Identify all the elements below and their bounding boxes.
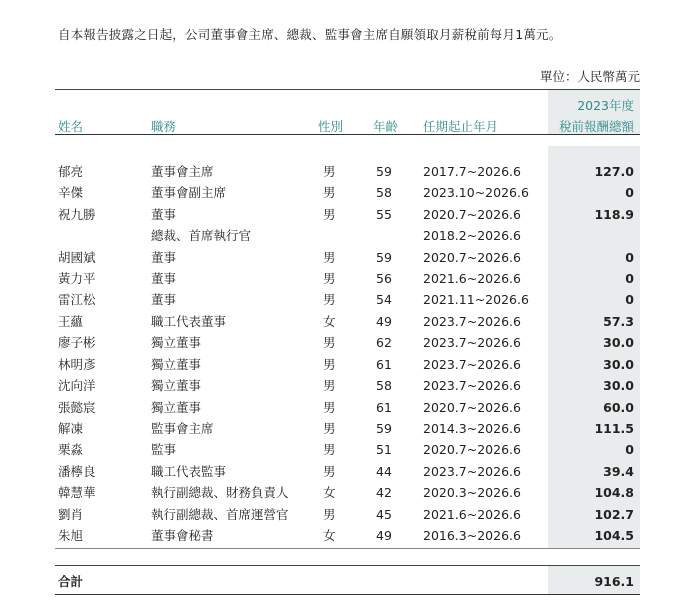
cell-title: 董事 [151,271,177,286]
cell-term: 2023.7~2026.6 [423,378,521,393]
cell-name: 廖子彬 [58,335,96,350]
header-age: 年齡 [373,119,399,134]
table-row [0,354,677,375]
cell-age: 54 [376,292,392,307]
table-body-bottom-rule [55,548,640,549]
table-row [0,439,677,460]
table-row [0,461,677,482]
cell-term: 2023.7~2026.6 [423,464,521,479]
cell-gender: 男 [323,378,336,393]
total-label: 合計 [58,574,84,589]
cell-pay: 39.4 [603,464,634,479]
table-row [0,182,677,203]
cell-name: 栗淼 [58,442,84,457]
cell-gender: 男 [323,421,336,436]
cell-gender: 男 [323,442,336,457]
cell-title: 總裁、首席執行官 [151,228,252,243]
cell-name: 朱旭 [58,528,84,543]
cell-term: 2017.7~2026.6 [423,164,521,179]
cell-pay: 0 [625,250,634,265]
cell-term: 2023.10~2026.6 [423,185,529,200]
cell-gender: 女 [323,528,336,543]
cell-gender: 男 [323,185,336,200]
header-gender: 性別 [318,119,344,134]
cell-term: 2014.3~2026.6 [423,421,521,436]
cell-pay: 104.5 [594,528,634,543]
cell-name: 祝九勝 [58,207,96,222]
cell-age: 61 [376,357,392,372]
cell-gender: 男 [323,207,336,222]
cell-pay: 104.8 [594,485,634,500]
cell-age: 58 [376,185,392,200]
table-row [0,225,677,246]
cell-name: 胡國斌 [58,250,96,265]
header-pay-line2: 稅前報酬總額 [558,119,634,134]
cell-title: 董事會主席 [151,164,214,179]
table-row [0,204,677,225]
cell-term: 2020.3~2026.6 [423,485,521,500]
unit-label: 單位：人民幣萬元 [539,69,640,84]
cell-title: 獨立董事 [151,400,202,415]
cell-term: 2016.3~2026.6 [423,528,521,543]
cell-name: 雷江松 [58,292,96,307]
cell-age: 49 [376,528,392,543]
cell-term: 2020.7~2026.6 [423,207,521,222]
cell-name: 解凍 [58,421,84,436]
cell-pay: 111.5 [594,421,634,436]
cell-name: 潘檸良 [58,464,96,479]
cell-name: 沈向洋 [58,378,96,393]
cell-pay: 60.0 [603,400,634,415]
cell-term: 2021.6~2026.6 [423,271,521,286]
cell-pay: 0 [625,271,634,286]
cell-term: 2020.7~2026.6 [423,442,521,457]
table-row [0,482,677,503]
cell-title: 監事 [151,442,177,457]
cell-title: 董事 [151,207,177,222]
cell-age: 42 [376,485,392,500]
table-row [0,247,677,268]
cell-gender: 男 [323,464,336,479]
cell-name: 張懿宸 [58,400,96,415]
table-row [0,397,677,418]
header-term: 任期起止年月 [423,119,499,134]
cell-age: 49 [376,314,392,329]
cell-title: 董事會副主席 [151,185,227,200]
cell-gender: 男 [323,335,336,350]
cell-age: 51 [376,442,392,457]
cell-age: 62 [376,335,392,350]
total-value: 916.1 [594,574,634,589]
cell-age: 61 [376,400,392,415]
header-pay-line1: 2023年度 [577,98,634,113]
cell-title: 董事 [151,250,177,265]
header-title: 職務 [151,119,177,134]
cell-pay: 30.0 [603,357,634,372]
cell-title: 董事會秘書 [151,528,214,543]
cell-name: 韓慧華 [58,485,96,500]
cell-name: 郁亮 [58,164,84,179]
cell-gender: 男 [323,507,336,522]
cell-age: 59 [376,421,392,436]
cell-title: 執行副總裁、首席運營官 [151,507,289,522]
table-row [0,289,677,310]
total-bottom-rule [55,594,640,595]
intro-text: 自本報告披露之日起，公司董事會主席、總裁、監事會主席自願領取月薪稅前每月1萬元。 [58,27,562,42]
table-row [0,525,677,546]
cell-title: 職工代表監事 [151,464,227,479]
cell-title: 監事會主席 [151,421,214,436]
cell-gender: 男 [323,292,336,307]
cell-gender: 男 [323,164,336,179]
cell-title: 執行副總裁、財務負責人 [151,485,289,500]
cell-pay: 102.7 [594,507,634,522]
cell-age: 58 [376,378,392,393]
cell-age: 56 [376,271,392,286]
table-row [0,268,677,289]
cell-term: 2023.7~2026.6 [423,357,521,372]
cell-age: 45 [376,507,392,522]
cell-term: 2020.7~2026.6 [423,400,521,415]
cell-age: 59 [376,164,392,179]
cell-gender: 女 [323,314,336,329]
header-bottom-rule [55,134,640,135]
cell-term: 2021.11~2026.6 [423,292,529,307]
cell-age: 59 [376,250,392,265]
cell-title: 獨立董事 [151,357,202,372]
cell-pay: 57.3 [603,314,634,329]
header-name: 姓名 [58,119,84,134]
cell-pay: 0 [625,442,634,457]
table-row [0,311,677,332]
cell-title: 獨立董事 [151,378,202,393]
cell-pay: 127.0 [594,164,634,179]
table-row [0,504,677,525]
cell-title: 職工代表董事 [151,314,227,329]
cell-name: 黃力平 [58,271,96,286]
cell-pay: 118.9 [594,207,634,222]
cell-pay: 30.0 [603,378,634,393]
cell-term: 2021.6~2026.6 [423,507,521,522]
cell-gender: 男 [323,250,336,265]
cell-pay: 30.0 [603,335,634,350]
cell-pay: 0 [625,185,634,200]
cell-title: 董事 [151,292,177,307]
cell-name: 辛傑 [58,185,84,200]
table-row [0,418,677,439]
cell-gender: 男 [323,271,336,286]
cell-gender: 男 [323,357,336,372]
cell-name: 王蘊 [58,314,84,329]
table-row [0,375,677,396]
cell-age: 44 [376,464,392,479]
table-row [0,161,677,182]
cell-gender: 女 [323,485,336,500]
cell-term: 2020.7~2026.6 [423,250,521,265]
cell-gender: 男 [323,400,336,415]
cell-name: 林明彥 [58,357,96,372]
cell-term: 2023.7~2026.6 [423,335,521,350]
cell-pay: 0 [625,292,634,307]
cell-title: 獨立董事 [151,335,202,350]
cell-term: 2018.2~2026.6 [423,228,521,243]
cell-term: 2023.7~2026.6 [423,314,521,329]
cell-age: 55 [376,207,392,222]
cell-name: 劉肖 [58,507,84,522]
table-row [0,332,677,353]
